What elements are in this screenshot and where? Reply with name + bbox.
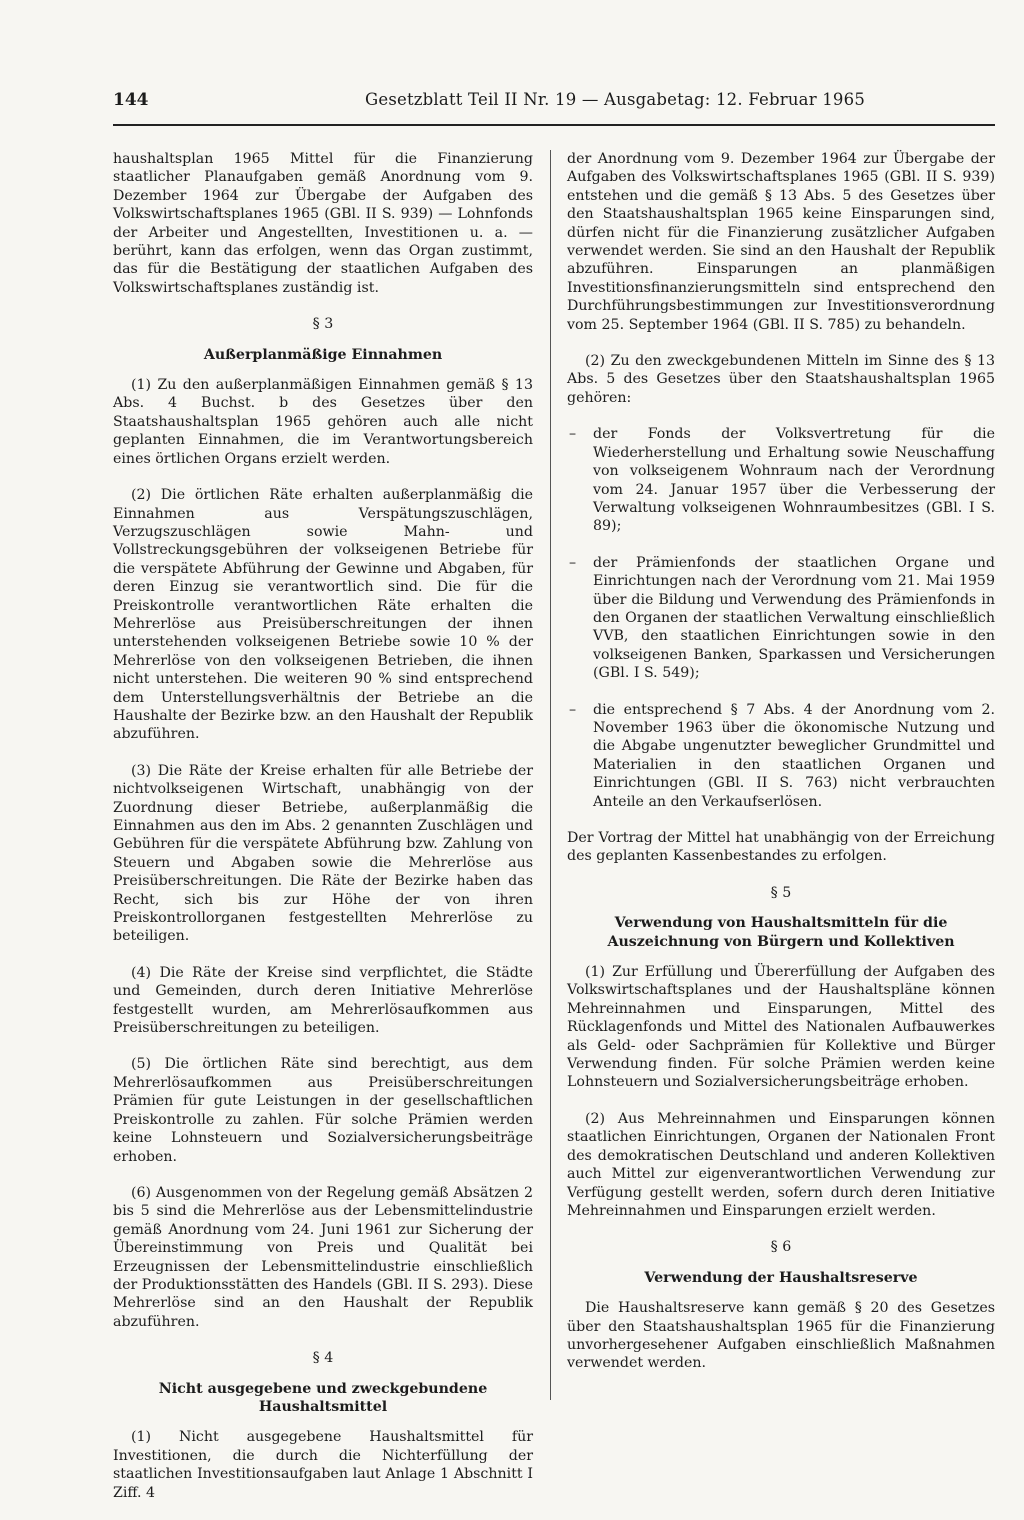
paragraph: (2) Aus Mehreinnahmen und Einsparungen können staatlichen Einrichtungen, Organen der Nationalen Front des demokratischen Deutschland und anderen Kollektiven auch Mittel zur eigenverantwortlichen Verwendung zur Verfügung gestellt werden, sofern durch deren Initiative Mehreinnahmen und Einsparungen erzielt werden. (567, 1110, 995, 1219)
section-title-line: Auszeichnung von Bürgern und Kollektiven (607, 933, 955, 950)
right-column (567, 150, 995, 1391)
section-title (567, 914, 995, 951)
list-item (567, 425, 995, 535)
section-title-line: Verwendung von Haushaltsmitteln für die (614, 915, 948, 932)
list-dash: – (569, 554, 577, 571)
section-number: § 5 (770, 884, 792, 901)
paragraph: haushaltsplan 1965 Mittel für die Finanzierung staatlicher Planaufgaben gemäß Anordnung vom 9. Dezember 1964 zur Übergabe der Aufgaben des Volkswirtschaftsplanes 1965 (GBl. II S. 939) — Lohnfonds der Arbeiter und Angestellten, Investitionen u. a. — berührt, kann das erfolgen, wenn das Organ zustimmt, das für die Bestätigung der staatlichen Aufgaben des Volkswirtschaftsplanes zuständig ist. (113, 151, 533, 296)
section-number: § 6 (770, 1239, 792, 1256)
paragraph: (6) Ausgenommen von der Regelung gemäß Absätzen 2 bis 5 sind die Mehrerlöse aus der Lebensmittelindustrie gemäß Anordnung vom 24. Juni 1961 zur Sicherung der Übereinstimmung von Preis und Qualität bei Erzeugnissen der Lebensmittelindustrie einschließlich der Produktionsstätten des Handels (GBl. II S. 293). Diese Mehrerlöse sind an den Haushalt der Republik abzuführen. (113, 1184, 534, 1330)
list-item-text: der Prämienfonds der staatlichen Organe und Einrichtungen nach der Verordnung vom 21. Mai 1959 über die Bildung und Verwendung des Prämienfonds in den Organen der staatlichen Verwaltung einschließlich VVB, den staatlichen Einrichtungen sowie in den volkseigenen Banken, Sparkassen und Versicherungen (GBl. I S. 549); (593, 554, 995, 682)
paragraph: Die Haushaltsreserve kann gemäß § 20 des Gesetzes über den Staatshaushaltsplan 1965 für die Finanzierung unvorhergesehener Aufgaben einschließlich Maßnahmen verwendet werden. (567, 1300, 995, 1372)
list-item-text: die entsprechend § 7 Abs. 4 der Anordnung vom 2. November 1963 über die ökonomische Nutzung und die Abgabe ungenutzter beweglicher Grundmittel und Materialien in den staatlichen Organen und Einrichtungen (GBl. II S. 763) nicht verbrauchten Anteile an den Verkaufserlösen. (593, 701, 995, 810)
paragraph: (1) Nicht ausgegebene Haushaltsmittel für Investitionen, die durch die Nichterfüllung der staatlichen Investitionsaufgaben laut Anlage 1 Abschnitt I Ziff. 4 (113, 1429, 533, 1501)
paragraph: der Anordnung vom 9. Dezember 1964 zur Übergabe der Aufgaben des Volkswirtschaftsplanes 1965 (GBl. II S. 939) entstehen und die gemäß § 13 Abs. 5 des Gesetzes über den Staatshaushaltsplan 1965 keine Einsparungen sind, dürfen nicht für die Finanzierung zusätzlicher Aufgaben verwendet werden. Sie sind an den Haushalt der Republik abzuführen. Einsparungen an planmäßigen Investitionsfinanzierungsmitteln sind entsprechend den Durchführungsbestimmungen zur Investitionsverordnung vom 25. September 1964 (GBl. II S. 785) zu behandeln. (567, 151, 995, 333)
section-number: § 4 (312, 1350, 334, 1367)
column-divider (550, 150, 551, 1400)
section-title (113, 1380, 533, 1417)
section-title: Verwendung der Haushaltsreserve (644, 1269, 918, 1286)
paragraph: (1) Zur Erfüllung und Übererfüllung der Aufgaben des Volkswirtschaftsplanes und der Haushaltspläne können Mehreinnahmen und Einsparungen, Mittel des Rücklagenfonds und Mittel des Nationalen Aufbauwerkes als Geld- oder Sachprämien für Kollektive und Bürger Verwendung finden. Für solche Prämien werden keine Lohnsteuern und Sozialversicherungsbeiträge erhoben. (567, 964, 995, 1091)
list-item (567, 554, 995, 683)
list-dash: – (569, 701, 577, 718)
page-header (113, 90, 995, 126)
section-title-line: Haushaltsmittel (258, 1398, 388, 1415)
list-dash: – (569, 426, 577, 443)
paragraph: (3) Die Räte der Kreise erhalten für alle Betriebe der nichtvolkseigenen Wirtschaft, unabhängig von der Zuordnung dieser Betriebe, außerplanmäßig die Einnahmen aus den im Abs. 2 genannten Zuschlägen und Gebühren für die verspätete Abführung bzw. Zahlung von Steuern und Abgaben sowie die Mehrerlöse aus Preisüberschreitungen. Die Räte der Bezirke haben das Recht, sich bis zur Höhe der von ihren Preiskontrollorganen festgestellten Mehrerlöse zu beteiligen. (113, 762, 533, 945)
list-item (567, 701, 995, 811)
paragraph: (5) Die örtlichen Räte sind berechtigt, aus dem Mehrerlösaufkommen aus Preisüberschreitungen Prämien für gute Leistungen in der gesellschaftlichen Preiskontrolle zu zahlen. Für solche Prämien werden keine Lohnsteuern und Sozialversicherungsbeiträge erhoben. (113, 1056, 533, 1165)
section-title-line: Nicht ausgegebene und zweckgebundene (158, 1380, 488, 1397)
paragraph: Der Vortrag der Mittel hat unabhängig von der Erreichung des geplanten Kassenbestandes zu erfolgen. (567, 830, 995, 865)
paragraph: (2) Die örtlichen Räte erhalten außerplanmäßig die Einnahmen aus Verspätungszuschlägen, Verzugszuschlägen sowie Mahn- und Vollstreckungsgebühren der volkseigenen Betriebe für die verspätete Abführung der Gewinne und Abgaben, für deren Einzug sie verantwortlich sind. Die für die Preiskontrolle verantwortlichen Räte erhalten die Mehrerlöse aus Preisüberschreitungen der ihnen unterstehenden volkseigenen Betriebe sowie 10 % der Mehrerlöse von den volkseigenen Betrieben, die ihnen nicht unterstehen. Die weiteren 90 % sind entsprechend dem Unterstellungsverhältnis der Betriebe an die Haushalte der Bezirke bzw. an den Haushalt der Republik abzuführen. (113, 487, 533, 743)
list-item-text: der Fonds der Volksvertretung für die Wiederherstellung und Erhaltung sowie Neuschaffung von volkseigenem Wohnraum nach der Verordnung vom 24. Januar 1957 über die Verbesserung der Verwaltung volkseigenen Wohnraumbesitzes (GBl. I S. 89); (593, 426, 995, 535)
section-number: § 3 (312, 316, 334, 333)
section-title: Außerplanmäßige Einnahmen (203, 346, 443, 363)
paragraph: (1) Zu den außerplanmäßigen Einnahmen gemäß § 13 Abs. 4 Buchst. b des Gesetzes über den Staatshaushaltsplan 1965 gehören auch alle nicht geplanten Einnahmen, die im Verantwortungsbereich eines örtlichen Organs erzielt werden. (113, 377, 533, 467)
running-title: Gesetzblatt Teil II Nr. 19 — Ausgabetag: 12. Februar 1965 (364, 90, 866, 109)
page-number: 144 (113, 90, 149, 110)
left-column (113, 150, 533, 1520)
paragraph: (4) Die Räte der Kreise sind verpflichtet, die Städte und Gemeinden, durch deren Initiative Mehrerlöse festgestellt wurden, am Mehrerlösaufkommen aus Preisüberschreitungen zu beteiligen. (113, 964, 533, 1037)
paragraph: (2) Zu den zweckgebundenen Mitteln im Sinne des § 13 Abs. 5 des Gesetzes über den Staatshaushaltsplan 1965 gehören: (567, 353, 995, 406)
